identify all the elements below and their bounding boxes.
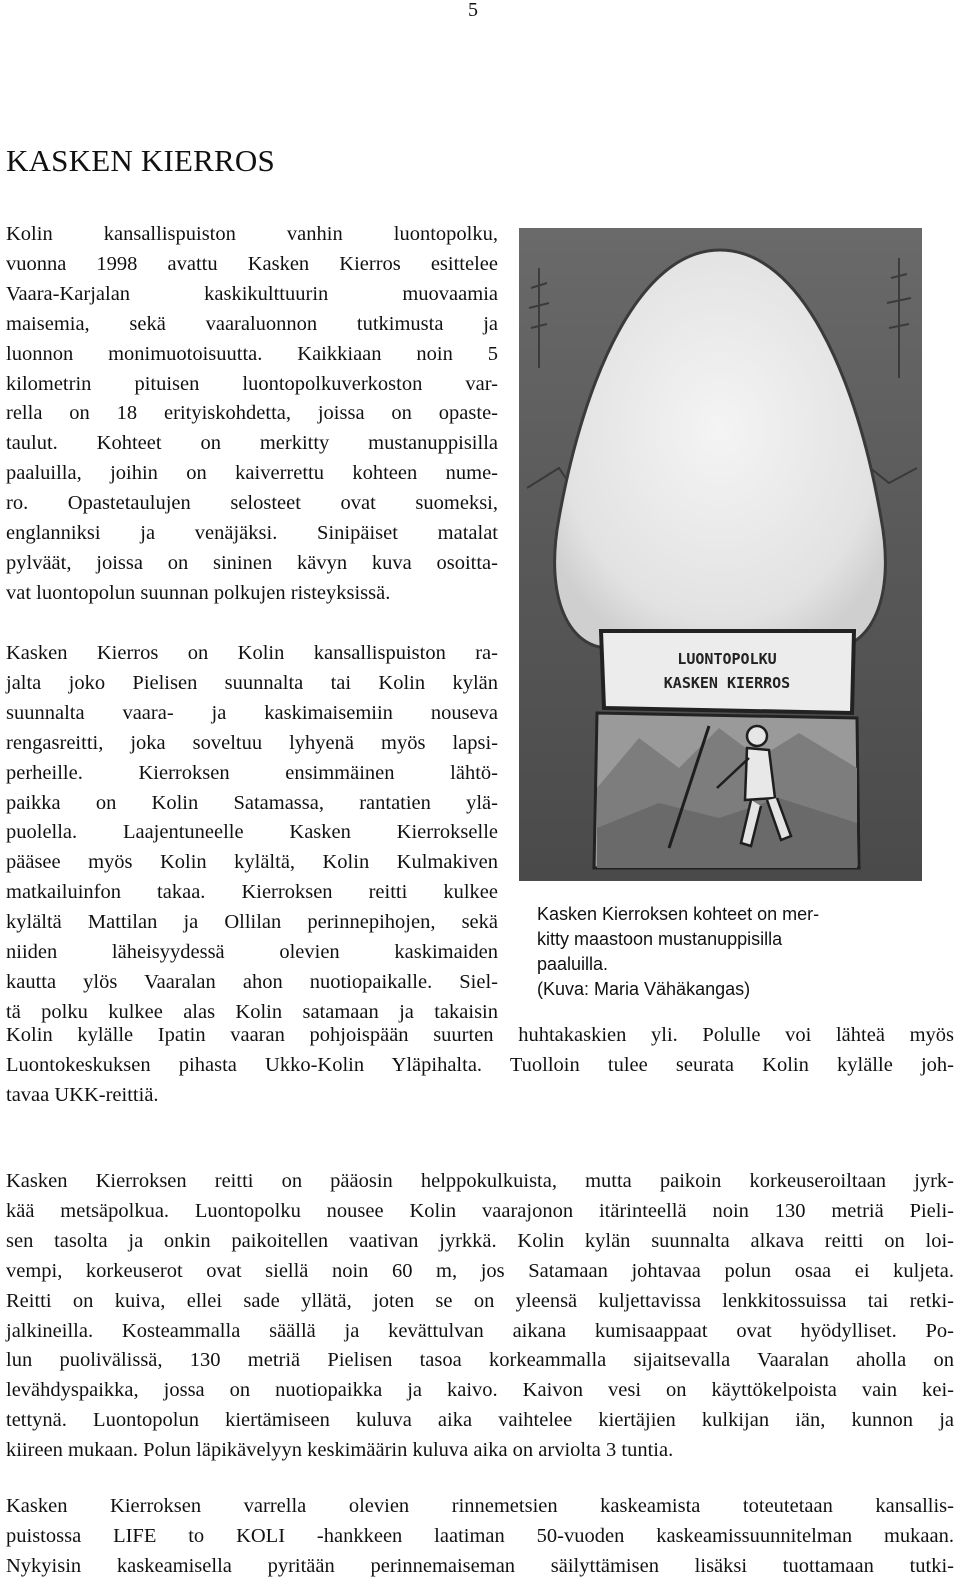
text-line: vat luontopolun suunnan polkujen risteyksissä. [6,581,391,604]
text-line: paaluilla, joihin on kaiverrettu kohteen nume- [6,462,498,485]
text-line: tavaa UKK-reittiä. [6,1083,159,1106]
text-line: luonnon monimuotoisuutta. Kaikkiaan noin 5 [6,342,498,365]
text-line: perheille. Kierroksen ensimmäinen lähtö- [6,761,498,784]
text-line: tettynä. Luontopolun kiertämiseen kuluva aika vaihtelee kiertäjien kulkijan iän, kunnon ja [6,1409,954,1432]
text-line: puolella. Laajentuneelle Kasken Kierrokselle [6,821,498,844]
text-line: jalta joko Pielisen suunnalta tai Kolin kylän [6,671,498,694]
text-line: kautta ylös Vaaralan ahon nuotiopaikalle. Siel- [6,970,498,993]
page-title: KASKEN KIERROS [6,143,275,178]
caption-line: (Kuva: Maria Vähäkangas) [537,979,751,999]
caption-line: Kasken Kierroksen kohteet on mer- [537,904,820,924]
text-line: Kasken Kierroksen reitti on pääosin helppokulkuista, mutta paikoin korkeuseroiltaan jyrk- [6,1170,954,1192]
paragraph-route-continued [6,1021,954,1111]
text-line: kylältä Mattilan ja Ollilan perinnepihojen, sekä [6,911,498,934]
text-line: pääsee myös Kolin kylältä, Kolin Kulmakiven [6,851,498,874]
text-line: suunnalta vaara- ja kaskimaisemiin nouseva [6,701,498,724]
text-line: Nykyisin kaskeamisella pyritään perinnemaiseman säilyttämisen lisäksi tuottamaan tutki- [6,1554,954,1577]
text-line: Kolin kylälle Ipatin vaaran pohjoispään suurten huhtakaskien yli. Polulle voi lähteä myös [6,1024,954,1046]
text-line: taulut. Kohteet on merkitty mustanuppisilla [6,432,498,455]
paragraph-intro [6,220,498,609]
text-line: rella on 18 erityiskohdetta, joissa on opaste- [6,402,498,425]
text-line: ro. Opastetaulujen selosteet ovat suomeksi, [6,492,498,515]
paragraph-slash-and-burn [6,1492,954,1582]
text-line: maisemia, sekä vaaraluonnon tutkimusta ja [6,312,498,335]
landscape-panel [594,713,859,868]
text-line: tä polku kulkee alas Kolin satamaan ja takaisin [6,1000,498,1023]
page-number: 5 [468,0,478,21]
text-line: kää metsäpolkua. Luontopolku nousee Kolin vaarajonon itärinteellä noin 130 metriä Pieli- [6,1199,954,1222]
text-line: levähdyspaikka, jossa on nuotiopaikka ja kaivo. Kaivon vesi on käyttökelpoista vain kei- [6,1379,954,1402]
text-line: niiden läheisyydessä olevien kaskimaiden [6,941,498,964]
trail-sign-board [601,631,854,713]
text-line: puistossa LIFE to KOLI -hankkeen laatiman 50-vuoden kaskeamissuunnitelman mukaan. [6,1524,954,1547]
text-line: Reitti on kuiva, ellei sade yllätä, joten se on yleensä kuljettavissa lenkkitossuissa tai retki- [6,1289,954,1312]
text-line: Kasken Kierros on Kolin kansallispuiston ra- [6,642,498,664]
text-line: rengasreitti, joka soveltuu lyhyenä myös lapsi- [6,731,498,754]
text-line: kiireen mukaan. Polun läpikävelyyn keskimäärin kuluva aika on arviolta 3 tuntia. [6,1439,674,1462]
text-line: paikka on Kolin Satamassa, rantatien ylä- [6,791,498,814]
caption-line: paaluilla. [537,954,609,974]
text-line: Vaara-Karjalan kaskikulttuurin muovaamia [6,282,498,305]
text-line: jalkineilla. Kosteammalla säällä ja kevättulvan aikana kumisaappaat ovat hyödylliset. Po- [6,1319,954,1342]
text-line: Kasken Kierroksen varrella olevien rinnemetsien kaskeamista toteutetaan kansallis- [6,1495,954,1517]
sign-line-2: KASKEN KIERROS [663,674,791,692]
trail-sign-photo [519,228,922,881]
caption-line: kitty maastoon mustanuppisilla [537,929,783,949]
text-line: lun puolivälissä, 130 metriä Pielisen tasoa korkeammalla sijaitsevalla Vaaralan aholla on [6,1349,954,1372]
sign-line-1: LUONTOPOLKU [677,650,777,668]
photo-caption [537,902,897,1002]
text-line: matkailuinfon takaa. Kierroksen reitti kulkee [6,881,498,904]
text-line: sen tasolta ja onkin paikoitellen vaativan jyrkkä. Kolin kylän suunnalta alkava reitti on loi- [6,1229,954,1252]
text-line: Luontokeskuksen pihasta Ukko-Kolin Yläpihalta. Tuolloin tulee seurata Kolin kylälle joh- [6,1053,954,1076]
text-line: Kolin kansallispuiston vanhin luontopolku, [6,223,498,245]
text-line: vempi, korkeuserot ovat siellä noin 60 m, jos Satamaan johtavaa polun osaa ei kuljeta. [6,1259,954,1282]
text-line: pylväät, joissa on sininen kävyn kuva osoitta- [6,551,498,574]
text-line: vuonna 1998 avattu Kasken Kierros esittelee [6,252,498,275]
trail-sign-illustration [519,228,922,881]
paragraph-difficulty [6,1167,954,1466]
text-line: englanniksi ja venäjäksi. Sinipäiset matalat [6,522,498,545]
paragraph-route [6,639,498,1028]
text-line: kilometrin pituisen luontopolkuverkoston var- [6,372,498,395]
